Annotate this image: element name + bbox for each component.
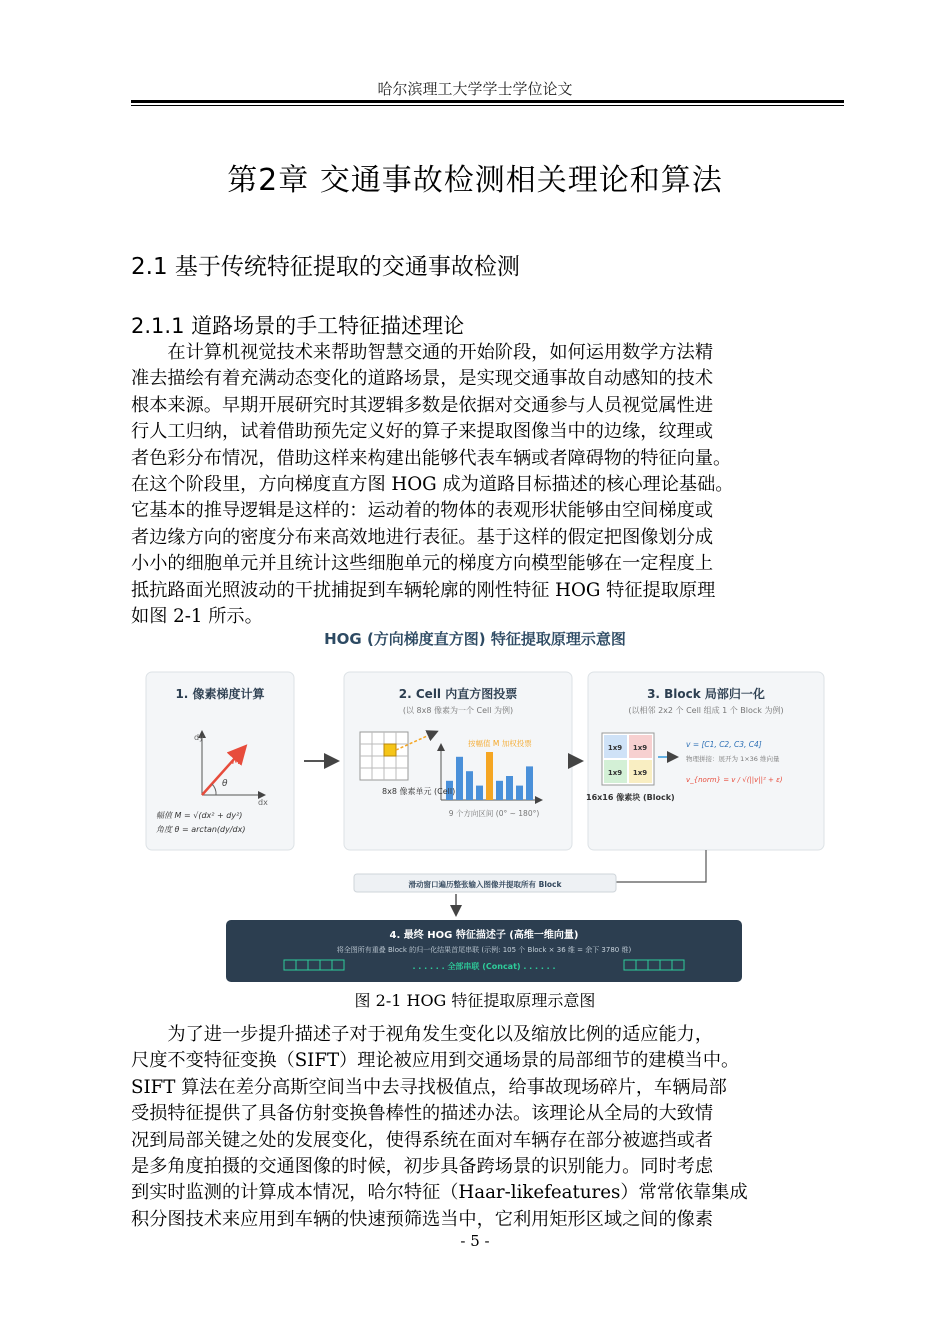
step4-title: 4. 最终 HOG 特征描述子 (高维一维向量) [389,930,579,941]
step4-panel [226,920,742,982]
concat-label: . . . . . . 全部串联 (Concat) . . . . . . [412,962,556,971]
paragraph-line: 小小的细胞单元并且统计这些细胞单元的梯度方向模型能够在一定程度上 [131,553,714,575]
histogram-bar [516,786,523,800]
paragraph-line: 者边缘方向的密度分布来高效地进行表征。基于这样的假定把图像划分成 [131,526,714,548]
paragraph-line: SIFT 算法在差分高斯空间当中去寻找极值点，给事故现场碎片，车辆局部 [131,1076,727,1098]
step3-title: 3. Block 局部归一化 [647,687,765,701]
paragraph-line: 抵抗路面光照波动的干扰捕捉到车辆轮廓的刚性特征 HOG 特征提取原理 [131,579,716,601]
header-rule-thin [131,105,844,106]
block-cell: 1x9 [607,769,623,777]
angle-label: θ [222,779,228,789]
figure-caption: 图 2-1 HOG 特征提取原理示意图 [354,991,596,1010]
paragraph-line: 如图 2-1 所示。 [131,606,263,628]
paragraph-2 [131,1022,846,1233]
figure-title: HOG (方向梯度直方图) 特征提取原理示意图 [324,630,626,648]
running-header: 哈尔滨理工大学学士学位论文 [377,80,573,98]
step3-subtitle: (以相邻 2x2 个 Cell 组成 1 个 Block 为例) [628,706,784,715]
block-label: 16x16 像素块 (Block) [586,793,675,802]
paragraph-line: 况到局部关键之处的发展变化，使得系统在面对车辆存在部分被遮挡或者 [131,1129,714,1151]
paragraph-line: 尺度不变特征变换（SIFT）理论被应用到交通场景的局部细节的建模当中。 [131,1050,740,1072]
paragraph-line: 根本来源。早期开展研究时其逻辑多数是依据对交通参与人员视觉属性进 [131,394,714,416]
bins-label: 9 个方向区间 (0° ~ 180°) [448,809,540,818]
paragraph-line: 是多角度拍摄的交通图像的时候，初步具备跨场景的识别能力。同时考虑 [131,1156,714,1178]
vote-label: 按幅值 M 加权投票 [468,739,532,748]
histogram-bar [476,786,483,800]
paragraph-line: 为了进一步提升描述子对于视角发生变化以及缩放比例的适应能力， [131,1024,714,1045]
vector-label: M [232,756,241,767]
concat-note: 物理拼接：展开为 1×36 维向量 [686,755,780,763]
highlighted-pixel [384,744,396,756]
paragraph-line: 在这个阶段里，方向梯度直方图 HOG 成为道路目标描述的核心理论基础。 [131,474,734,496]
hog-figure [136,660,826,985]
block-cells [602,733,654,785]
paragraph-line: 它基本的推导逻辑是这样的：运动着的物体的表观形状能够由空间梯度或 [131,500,714,522]
chapter-title: 第2章 交通事故检测相关理论和算法 [227,163,723,198]
paragraph-line: 积分图技术来应用到车辆的快速预筛选当中，它利用矩形区域之间的像素 [131,1208,714,1230]
formula-angle: 角度 θ = arctan(dy/dx) [156,825,246,834]
page-number: - 5 - [460,1232,490,1250]
block-cell: 1x9 [632,769,648,777]
step4-subtitle: 将全图所有重叠 Block 的归一化结果首尾串联 (示例: 105 个 Block × 36 维 = 余下 3780 维) [336,946,632,954]
histogram-bar [526,766,533,800]
step1-panel [146,672,294,850]
header-rule-thick [131,100,844,103]
norm-formula: v_{norm} = v / √(||v||² + ε) [686,776,783,784]
cell-label: 8x8 像素单元 (Cell) [382,787,456,796]
histogram-bar [466,771,473,800]
step2-panel [344,672,572,850]
block-cell: 1x9 [632,744,648,752]
slide-label: 滑动窗口遍历整张输入图像并提取所有 Block [408,880,562,889]
axis-y-label: dy [194,733,204,742]
histogram-bar [506,776,513,800]
step2-title: 2. Cell 内直方图投票 [398,687,518,701]
axis-x-label: dx [258,798,268,807]
block-vector: v = [C1, C2, C3, C4] [686,740,762,749]
section-title: 2.1 基于传统特征提取的交通事故检测 [131,254,520,280]
histogram-bar [486,752,493,800]
paragraph-line: 者色彩分布情况，借助这样来构建出能够代表车辆或者障碍物的特征向量。 [131,447,732,469]
subsection-title: 2.1.1 道路场景的手工特征描述理论 [131,314,465,338]
step2-subtitle: (以 8x8 像素为一个 Cell 为例) [402,706,514,715]
step3-panel [586,672,824,850]
histogram-bar [456,757,463,800]
paragraph-line: 准去描绘有着充满动态变化的道路场景，是实现交通事故自动感知的技术 [131,368,714,390]
step1-title: 1. 像素梯度计算 [175,687,265,701]
cell-grid [360,732,408,780]
paragraph-line: 行人工归纳，试着借助预先定义好的算子来提取图像当中的边缘，纹理或 [131,421,714,443]
paragraph-line: 受损特征提供了具备仿射变换鲁棒性的描述办法。该理论从全局的大致情 [131,1103,714,1125]
block-cell: 1x9 [607,744,623,752]
formula-magnitude: 幅值 M = √(dx² + dy²) [156,811,243,820]
paragraph-1 [131,340,846,630]
histogram-bar [496,781,503,800]
paragraph-line: 到实时监测的计算成本情况，哈尔特征（Haar-likefeatures）常常依靠集成 [131,1182,748,1204]
paragraph-line: 在计算机视觉技术来帮助智慧交通的开始阶段，如何运用数学方法精 [131,342,714,363]
